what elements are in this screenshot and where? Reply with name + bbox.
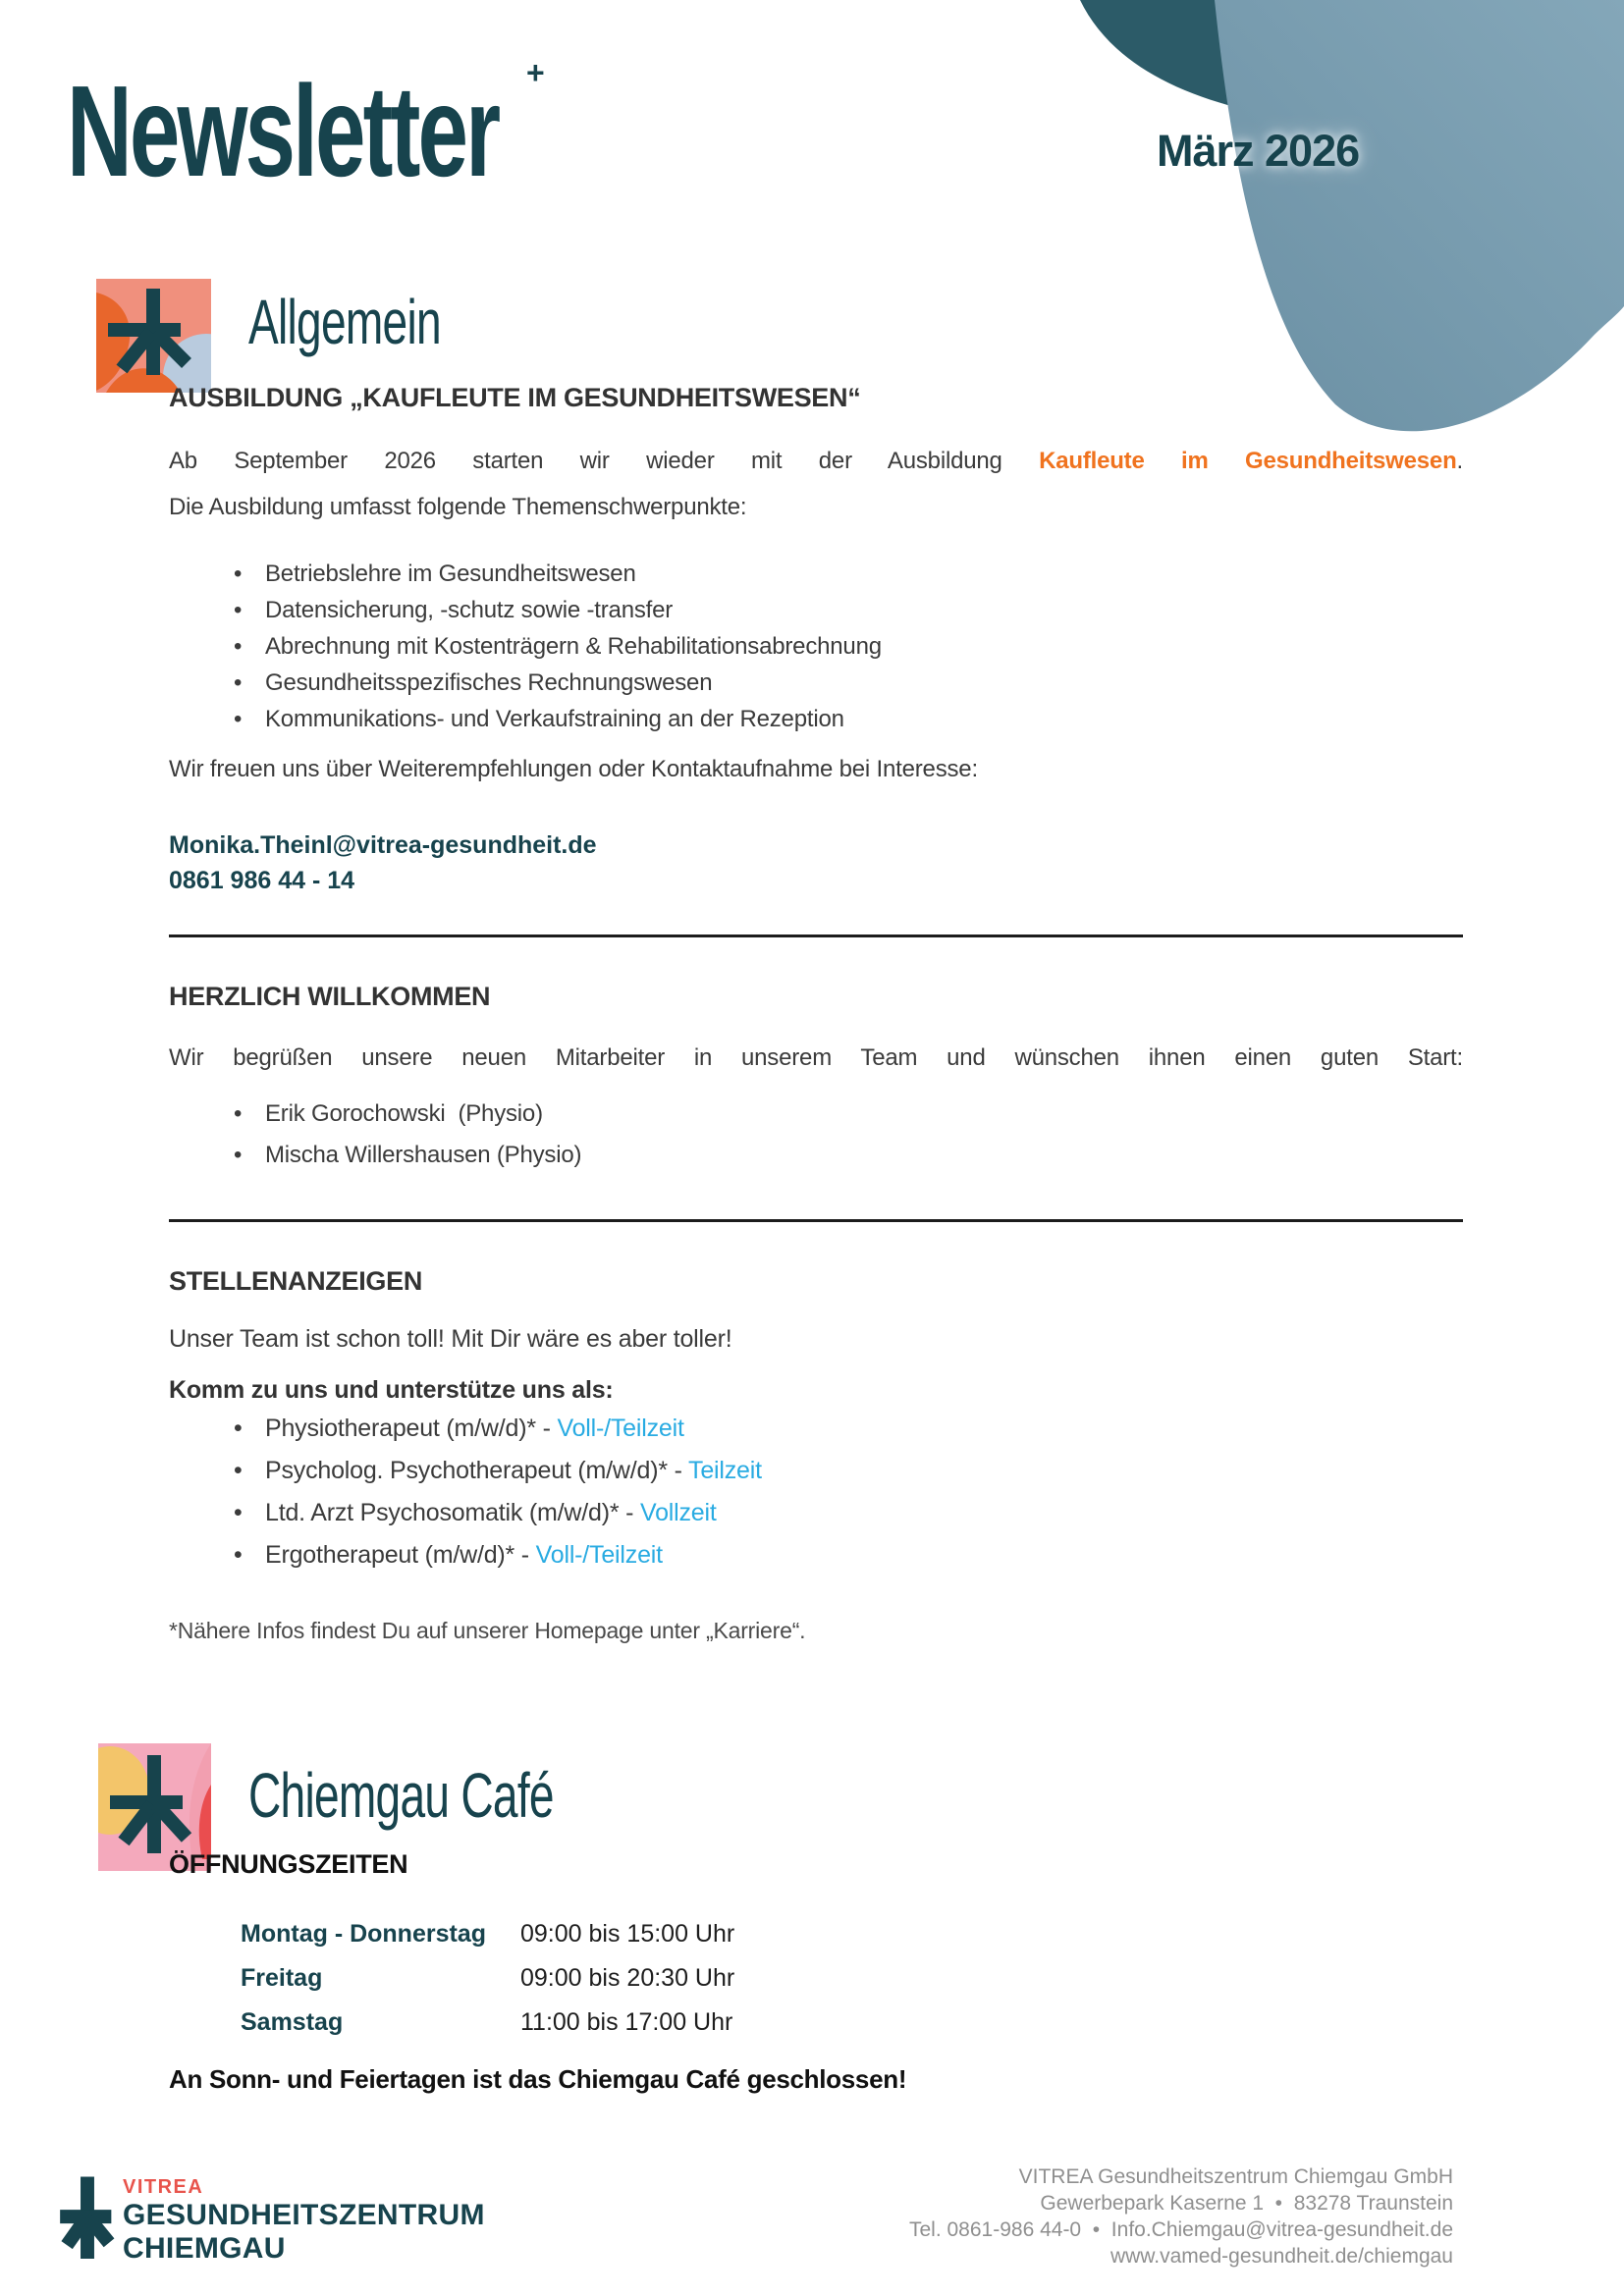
job-schedule: Voll-/Teilzeit bbox=[557, 1415, 684, 1442]
ausbildung-topics-list bbox=[169, 556, 1463, 737]
job-item bbox=[169, 1408, 1463, 1450]
stellen-cta: Komm zu uns und unterstütze uns als: bbox=[169, 1376, 614, 1404]
hours-row bbox=[241, 2001, 1026, 2045]
hours-time: 09:00 bis 20:30 Uhr bbox=[520, 1964, 735, 1992]
job-role: Psycholog. Psychotherapeut (m/w/d)* - bbox=[265, 1457, 689, 1484]
section-title-cafe: Chiemgau Café bbox=[248, 1760, 554, 1831]
page-title: Newsletter bbox=[67, 59, 499, 203]
opening-hours-table bbox=[241, 1912, 1026, 2045]
jobs-footnote: *Nähere Infos findest Du auf unserer Homepage unter „Karriere“. bbox=[169, 1618, 806, 1643]
hours-days: Freitag bbox=[241, 1964, 323, 1992]
hours-time: 11:00 bis 17:00 Uhr bbox=[520, 2008, 733, 2036]
list-item: • Kommunikations- und Verkaufstraining an der Rezeption bbox=[169, 701, 1463, 737]
oeffnungszeiten-heading: ÖFFNUNGSZEITEN bbox=[169, 1849, 408, 1879]
intro-text: Ab September 2026 starten wir wieder mit der Ausbildung bbox=[169, 448, 1040, 474]
section-divider bbox=[169, 934, 1463, 937]
footer-website-link[interactable]: www.vamed-gesundheit.de/chiemgau bbox=[1110, 2245, 1453, 2268]
ausbildung-heading: AUSBILDUNG „KAUFLEUTE IM GESUNDHEITSWESEN“ bbox=[169, 383, 861, 412]
list-item: • Gesundheitsspezifisches Rechnungswesen bbox=[169, 665, 1463, 701]
issue-date: März 2026 bbox=[1157, 126, 1360, 176]
contact-phone: 0861 986 44 - 14 bbox=[169, 867, 355, 894]
job-item bbox=[169, 1450, 1463, 1492]
footer-brand-line1: GESUNDHEITSZENTRUM bbox=[123, 2199, 485, 2231]
ausbildung-intro-line2: Die Ausbildung umfasst folgende Themenschwerpunkte: bbox=[169, 494, 747, 520]
job-schedule: Vollzeit bbox=[640, 1499, 717, 1526]
intro-highlight: Kaufleute im Gesundheitswesen bbox=[1039, 448, 1457, 474]
address-company: VITREA Gesundheitszentrum Chiemgau GmbH bbox=[1018, 2165, 1453, 2188]
job-schedule: Teilzeit bbox=[688, 1457, 762, 1484]
list-item: • Mischa Willershausen (Physio) bbox=[169, 1135, 1463, 1176]
willkommen-heading: HERZLICH WILLKOMMEN bbox=[169, 982, 491, 1011]
footer-brand-name: VITREA bbox=[123, 2176, 204, 2198]
ausbildung-intro-line1 bbox=[169, 438, 1463, 484]
stellen-teaser: Unser Team ist schon toll! Mit Dir wäre es aber toller! bbox=[169, 1325, 732, 1353]
section-title-allgemein: Allgemein bbox=[248, 287, 441, 357]
hours-days: Samstag bbox=[241, 2008, 344, 2036]
list-item: • Betriebslehre im Gesundheitswesen bbox=[169, 556, 1463, 592]
job-schedule: Voll-/Teilzeit bbox=[535, 1541, 663, 1569]
job-role: Ergotherapeut (m/w/d)* - bbox=[265, 1541, 536, 1569]
title-plus-mark: + bbox=[526, 55, 545, 90]
list-item: • Abrechnung mit Kostenträgern & Rehabilitationsabrechnung bbox=[169, 628, 1463, 665]
hours-row bbox=[241, 1956, 1026, 2001]
job-role: Ltd. Arzt Psychosomatik (m/w/d)* - bbox=[265, 1499, 640, 1526]
job-item bbox=[169, 1492, 1463, 1534]
hours-days: Montag - Donnerstag bbox=[241, 1920, 486, 1948]
ausbildung-intro bbox=[169, 438, 1463, 530]
vitrea-logo-mark bbox=[59, 2173, 116, 2262]
contact-email-link[interactable]: Monika.Theinl@vitrea-gesundheit.de bbox=[169, 831, 597, 859]
job-role: Physiotherapeut (m/w/d)* - bbox=[265, 1415, 558, 1442]
allgemein-section-icon bbox=[96, 279, 211, 393]
jobs-list bbox=[169, 1408, 1463, 1576]
hours-row bbox=[241, 1912, 1026, 1956]
list-item: • Datensicherung, -schutz sowie -transfer bbox=[169, 592, 1463, 628]
hours-time: 09:00 bis 15:00 Uhr bbox=[520, 1920, 735, 1948]
cafe-closed-note: An Sonn- und Feiertagen ist das Chiemgau Café geschlossen! bbox=[169, 2064, 907, 2094]
footer-brand-line2: CHIEMGAU bbox=[123, 2232, 286, 2265]
stellenanzeigen-heading: STELLENANZEIGEN bbox=[169, 1266, 423, 1296]
footer-address bbox=[909, 2163, 1453, 2269]
referral-note: Wir freuen uns über Weiterempfehlungen oder Kontaktaufnahme bei Interesse: bbox=[169, 756, 978, 782]
section-divider bbox=[169, 1219, 1463, 1222]
address-contact: Tel. 0861-986 44-0 • Info.Chiemgau@vitrea-gesundheit.de bbox=[908, 2218, 1453, 2241]
new-staff-list bbox=[169, 1094, 1463, 1176]
willkommen-intro: Wir begrüßen unsere neuen Mitarbeiter in unserem Team und wünschen ihnen einen guten Start: bbox=[169, 1044, 1463, 1071]
address-street: Gewerbepark Kaserne 1 • 83278 Traunstein bbox=[1040, 2192, 1453, 2215]
intro-period: . bbox=[1456, 448, 1464, 474]
list-item: • Erik Gorochowski (Physio) bbox=[169, 1094, 1463, 1135]
contact-block bbox=[169, 828, 1463, 898]
job-item bbox=[169, 1534, 1463, 1576]
